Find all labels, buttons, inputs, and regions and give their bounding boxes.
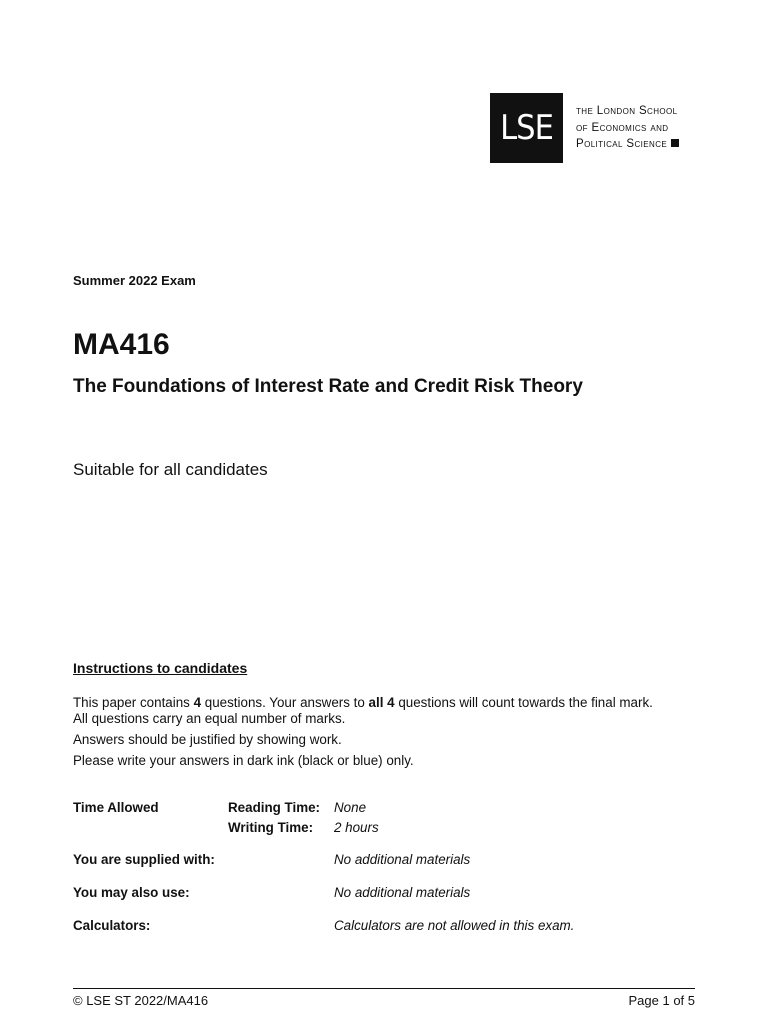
supplied-value: No additional materials: [334, 852, 471, 867]
footer-copyright: © LSE ST 2022/MA416: [73, 993, 209, 1008]
instruction-line-2: All questions carry an equal number of marks.: [73, 711, 346, 726]
logo-line-2: of Economics and: [576, 121, 669, 134]
footer-divider: [73, 988, 695, 989]
time-allowed-label: Time Allowed: [73, 800, 159, 815]
writing-time-value: 2 hours: [334, 820, 379, 835]
reading-time-label: Reading Time:: [228, 800, 321, 815]
square-icon: [671, 139, 679, 147]
instr-emphasis: 4: [193, 695, 202, 710]
course-code: MA416: [73, 328, 170, 361]
suitability-note: Suitable for all candidates: [73, 460, 268, 479]
calculators-value: Calculators are not allowed in this exam.: [334, 918, 575, 933]
writing-time-label: Writing Time:: [228, 820, 314, 835]
calculators-label: Calculators:: [73, 918, 151, 933]
instructions-heading: Instructions to candidates: [73, 660, 248, 676]
instr-text: questions will count towards the final mark.: [394, 695, 653, 710]
logo-line-3-text: Political Science: [576, 138, 668, 151]
supplied-label: You are supplied with:: [73, 852, 215, 867]
instr-text: questions. Your answers to: [201, 695, 369, 710]
may-use-label: You may also use:: [73, 885, 190, 900]
instruction-line-4: Please write your answers in dark ink (black or blue) only.: [73, 753, 414, 768]
instruction-line-3: Answers should be justified by showing work.: [73, 732, 342, 747]
instr-text: This paper contains: [73, 695, 194, 710]
footer-page-number: Page 1 of 5: [628, 993, 695, 1008]
may-use-value: No additional materials: [334, 885, 471, 900]
logo-wordmark: [576, 103, 679, 153]
instruction-line-1: [73, 695, 698, 711]
logo-mark: LSE: [490, 93, 563, 163]
reading-time-value: None: [334, 800, 367, 815]
exam-session: Summer 2022 Exam: [73, 273, 196, 288]
instructions-body: [73, 695, 698, 774]
lse-logo: [490, 93, 679, 163]
instr-emphasis: all 4: [368, 695, 395, 710]
course-title: The Foundations of Interest Rate and Credit Risk Theory: [73, 376, 583, 397]
logo-line-3: [576, 136, 679, 153]
logo-line-1: the London School: [576, 105, 678, 118]
